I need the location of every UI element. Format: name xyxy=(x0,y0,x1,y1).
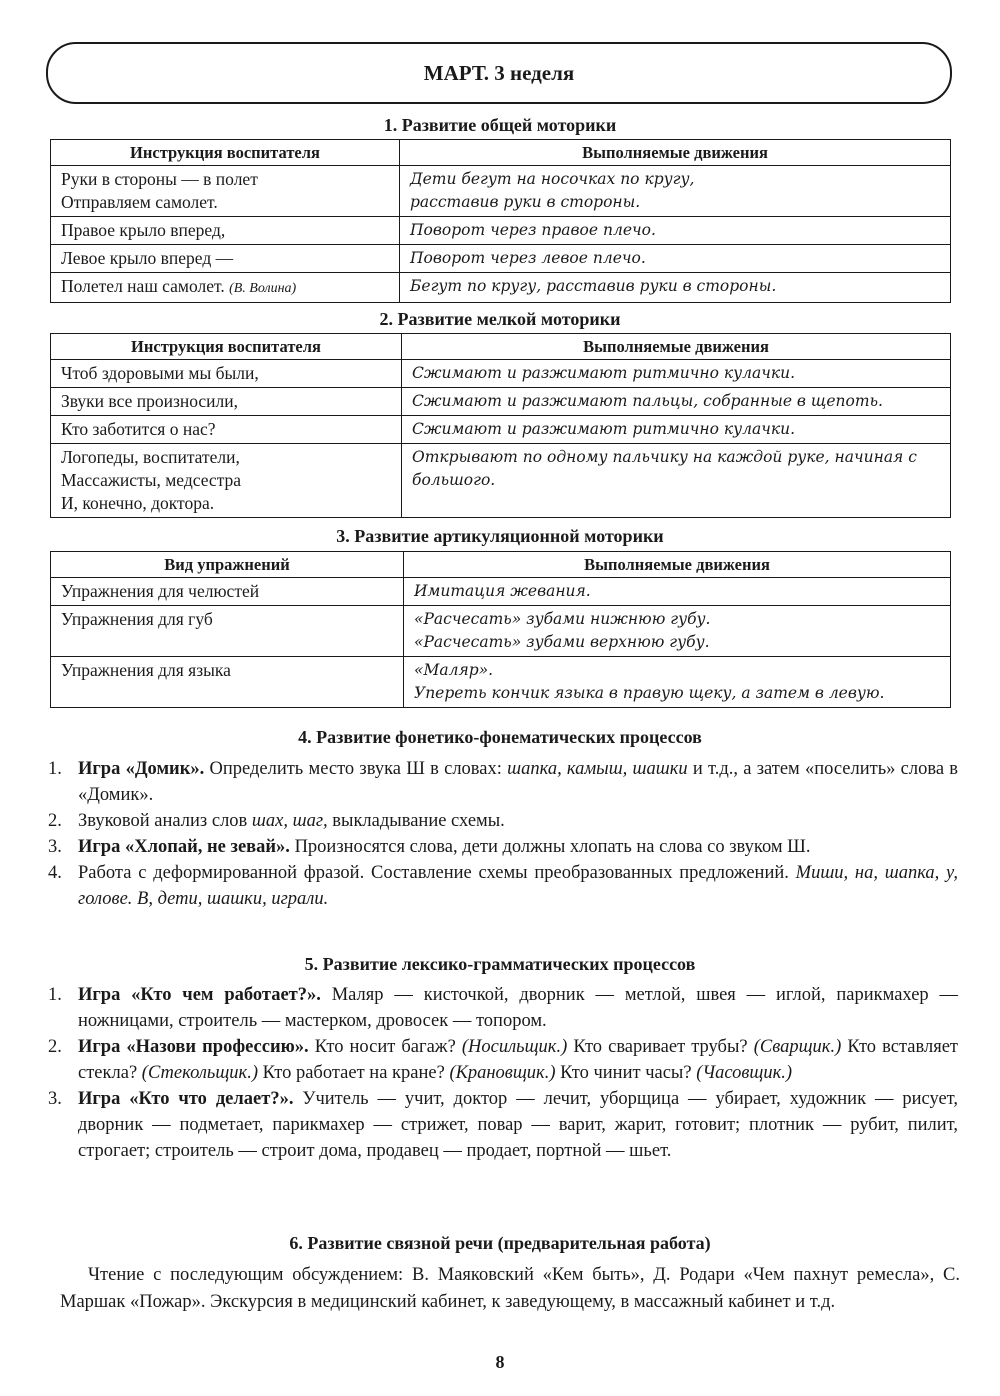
table-row xyxy=(51,578,951,606)
table-row xyxy=(51,166,951,217)
table-row xyxy=(51,360,951,388)
table-cell: Руки в стороны — в полет Отправляем самолет. xyxy=(51,166,400,217)
table-cell: Открывают по одному пальчику на каждой руке, начиная с большого. xyxy=(402,444,951,518)
table-row xyxy=(51,217,951,245)
page-title: МАРТ. 3 неделя xyxy=(423,60,575,85)
table-cell: Чтоб здоровыми мы были, xyxy=(51,360,402,388)
column-header: Инструкция воспитателя xyxy=(51,140,400,166)
table-row xyxy=(51,657,951,708)
column-header: Выполняемые движения xyxy=(404,552,951,578)
section-4-title: 4. Развитие фонетико-фонематических процессов xyxy=(298,727,702,747)
table-cell: Правое крыло вперед, xyxy=(51,217,400,245)
poem-author: (В. Волина) xyxy=(229,281,297,296)
table-header-row xyxy=(51,334,951,360)
column-header: Выполняемые движения xyxy=(402,334,951,360)
list-item: 1. Игра «Домик». Определить место звука Ш в словах: шапка, камыш, шашки и т.д., а затем «поселить» слова в «Домик». xyxy=(48,759,959,805)
section-2-title: 2. Развитие мелкой моторики xyxy=(379,309,621,329)
section-5-list xyxy=(48,982,958,1164)
column-header: Вид упражнений xyxy=(51,552,404,578)
section-5-title: 5. Развитие лексико-грамматических процессов xyxy=(304,954,696,974)
table-cell: «Маляр». Упереть кончик языка в правую щеку, а затем в левую. xyxy=(404,657,951,708)
column-header: Выполняемые движения xyxy=(400,140,951,166)
table-cell: Звуки все произносили, xyxy=(51,388,402,416)
table-row xyxy=(51,444,951,518)
list-item: 3. Игра «Хлопай, не зевай». Произносятся слова, дети должны хлопать на слова со звуком Ш. xyxy=(48,837,811,857)
section-1-title: 1. Развитие общей моторики xyxy=(383,115,617,135)
page-number: 8 xyxy=(495,1352,505,1372)
table-cell: Левое крыло вперед — xyxy=(51,245,400,273)
section-6-paragraph: Чтение с последующим обсуждением: В. Маяковский «Кем быть», Д. Родари «Чем пахнут ремесла», С. Маршак «Пожар». Экскурсия в медицинский кабинет, к заведующему, в массажный кабинет и т.д. xyxy=(60,1265,960,1312)
table-cell: Кто заботится о нас? xyxy=(51,416,402,444)
table-row xyxy=(51,273,951,303)
section-3-title: 3. Развитие артикуляционной моторики xyxy=(336,526,664,546)
table-cell: Имитация жевания. xyxy=(404,578,951,606)
table-cell: Упражнения для челюстей xyxy=(51,578,404,606)
table-row xyxy=(51,245,951,273)
list-item: 2. Игра «Назови профессию». Кто носит багаж? (Носильщик.) Кто сваривает трубы? (Сварщик.) Кто вставляет стекла? (Стекольщик.) Кто работает на кране? (Крановщик.) Кто чинит часы? (Часовщик.) xyxy=(48,1037,958,1083)
table-row xyxy=(51,606,951,657)
table-row xyxy=(51,416,951,444)
list-item: 1. Игра «Кто чем работает?». Маляр — кисточкой, дворник — метлой, швея — иглой, парикмахер — ножницами, строитель — мастерком, дровосек — топором. xyxy=(48,985,958,1031)
table-row xyxy=(51,388,951,416)
gross-motor-table xyxy=(50,139,951,303)
table-cell: «Расчесать» зубами нижнюю губу. «Расчесать» зубами верхнюю губу. xyxy=(404,606,951,657)
articulation-table xyxy=(50,551,951,708)
table-cell: Сжимают и разжимают ритмично кулачки. xyxy=(402,416,951,444)
table-header-row xyxy=(51,552,951,578)
list-item: 2. Звуковой анализ слов шах, шаг, выкладывание схемы. xyxy=(48,811,505,831)
table-cell: Полетел наш самолет. (В. Волина) xyxy=(51,273,400,303)
column-header: Инструкция воспитателя xyxy=(51,334,402,360)
table-cell: Бегут по кругу, расставив руки в стороны. xyxy=(400,273,951,303)
section-6-title: 6. Развитие связной речи (предварительная работа) xyxy=(289,1233,711,1253)
page-header xyxy=(46,42,952,104)
table-cell: Поворот через левое плечо. xyxy=(400,245,951,273)
table-cell: Сжимают и разжимают пальцы, собранные в щепоть. xyxy=(402,388,951,416)
fine-motor-table xyxy=(50,333,951,518)
list-item: 3. Игра «Кто что делает?». Учитель — учит, доктор — лечит, уборщица — убирает, художник — рисует, дворник — подметает, парикмахер — стрижет, повар — варит, жарит, готовит; плотник — рубит, пилит, строгает; строитель — строит дома, продавец — продает, портной — шьет. xyxy=(48,1089,958,1161)
table-cell: Логопеды, воспитатели, Массажисты, медсестра И, конечно, доктора. xyxy=(51,444,402,518)
table-cell: Дети бегут на носочках по кругу, расставив руки в стороны. xyxy=(400,166,951,217)
table-cell: Поворот через правое плечо. xyxy=(400,217,951,245)
list-item: 4. Работа с деформированной фразой. Составление схемы преобразованных предложений. Миши, на, шапка, у, голове. В, дети, шашки, играли. xyxy=(48,863,958,909)
table-cell: Упражнения для языка xyxy=(51,657,404,708)
table-header-row xyxy=(51,140,951,166)
table-cell: Упражнения для губ xyxy=(51,606,404,657)
section-4-list xyxy=(48,756,958,912)
table-cell: Сжимают и разжимают ритмично кулачки. xyxy=(402,360,951,388)
